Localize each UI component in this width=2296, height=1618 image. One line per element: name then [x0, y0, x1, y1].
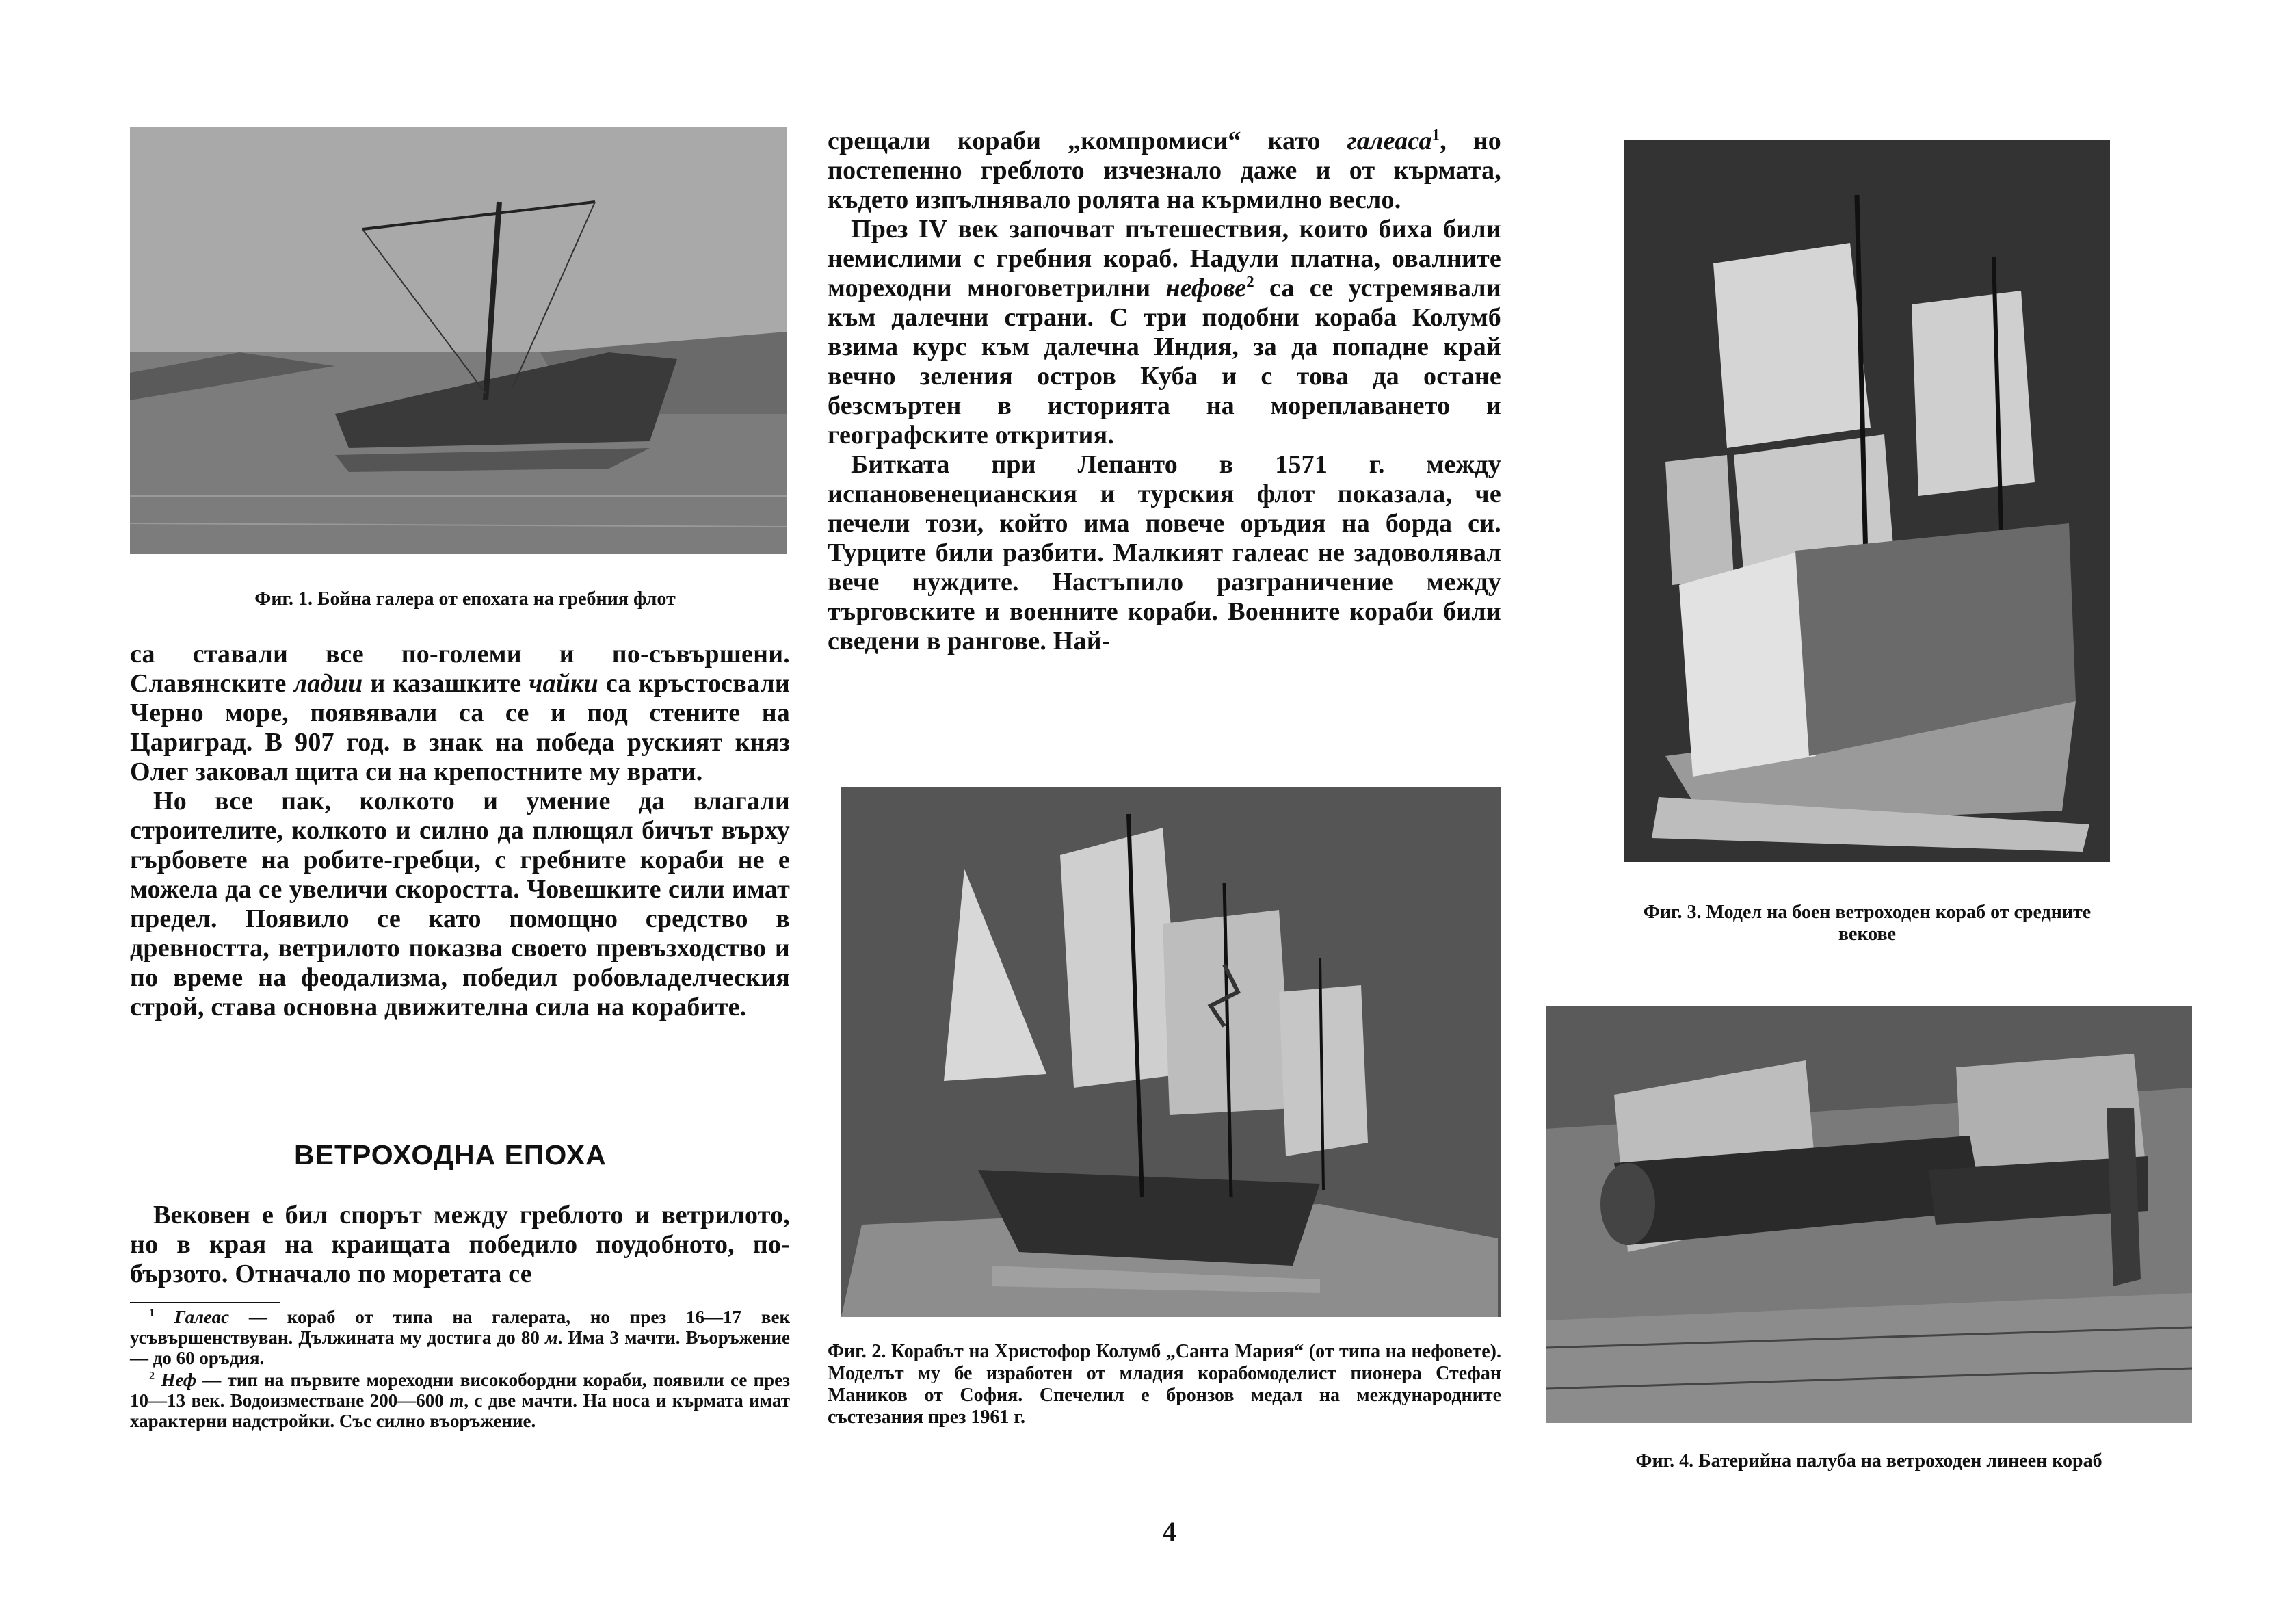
figure-4-photo	[1546, 1006, 2192, 1423]
figure-3-caption: Фиг. 3. Модел на боен ветроходен кораб от средните векове	[1643, 902, 2092, 945]
paragraph: Но все пак, колкото и умение да влагали строителите, колкото и силно да плющял бичът върху гърбовете на робите-гребци, с гребните кораби не е можела да се увеличи скоростта. Човешките сили имат предел. Появило се като помощно средство в древността, ветрилото показва своето превъзходство и по време на феодализма, победил робовладелческия строй, става основна движителна сила на корабите.	[130, 787, 790, 1021]
figure-1-photo	[130, 127, 787, 554]
battery-deck-illustration	[1546, 1006, 2192, 1423]
medieval-warship-model	[1624, 140, 2110, 862]
page-number: 4	[1163, 1516, 1176, 1547]
footnotes	[130, 1307, 790, 1433]
paragraph: срещали кораби „компромиси“ като галеаса$^1$, но постепенно греблото изчезнало даже и от кърмата, където изпълнявало ролята на кърмилно весло.	[828, 126, 1501, 214]
santa-maria-model	[841, 787, 1501, 1317]
paragraph: Вековен е бил спорът между греблото и ветрилото, но в края на краищата победило поудобното, по-бързото. Отначало по моретата се	[130, 1201, 790, 1288]
footnote-2: $^2$ Неф — тип на първите мореходни високобордни кораби, появили се през 10—13 век. Водоизместване 200—600 т, с две мачти. На носа и кърмата имат характерни надстройки. Със силно въоръжение.	[130, 1370, 790, 1431]
figure-3-photo	[1624, 140, 2110, 862]
paragraph: са ставали все по-големи и по-съвършени. Славянските ладии и казашките чайки са кръстосвали Черно море, появявали са се и под стените на Цариград. В 907 год. в знак на победа руският княз Олег заковал щита си на крепостните му врати.	[130, 640, 790, 786]
section-heading: ВЕТРОХОДНА ЕПОХА	[294, 1139, 607, 1171]
left-column-text	[130, 640, 790, 1022]
figure-2-caption: Фиг. 2. Корабът на Христофор Колумб „Санта Мария“ (от типа на нефовете). Моделът му бе изработен от младия корабомоделист пионера Стефан Маников от София. Спечелил е бронзов медал на международните състезания през 1961 г.	[828, 1341, 1501, 1428]
figure-2-photo	[841, 787, 1501, 1317]
paragraph: Битката при Лепанто в 1571 г. между испановенецианския и турския флот показала, че печели този, който има повече оръдия на борда си. Турците били разбити. Малкият галеас не задоволявал вече нуждите. Настъпило разграничение между търговските и военните кораби. Военните кораби били сведени в рангове. Най-	[828, 450, 1501, 655]
footnote-rule	[130, 1302, 280, 1303]
figure-1-caption: Фиг. 1. Бойна галера от епохата на гребния флот	[254, 588, 676, 610]
middle-column-text	[828, 127, 1501, 656]
galley-illustration	[130, 127, 787, 554]
figure-4-caption: Фиг. 4. Батерийна палуба на ветроходен линеен кораб	[1635, 1450, 2102, 1472]
footnote-1: $^1$ Галеас — кораб от типа на галерата, но през 16—17 век усъвършенствуван. Дължината му достига до 80 м. Има 3 мачти. Въоръжение — до 60 оръдия.	[130, 1307, 791, 1368]
paragraph: През IV век започват пътешествия, които биха били немислими с гребния кораб. Надули платна, овалните мореходни многоветрилни нефове$^2$ са се устремявали към далечни страни. С три подобни кораба Колумб взима курс към далечна Индия, за да попадне край вечно зеления остров Куба и с това да остане безсмъртен в историята на мореплаването и географските открития.	[828, 215, 1501, 449]
left-column-text-2	[130, 1201, 790, 1289]
